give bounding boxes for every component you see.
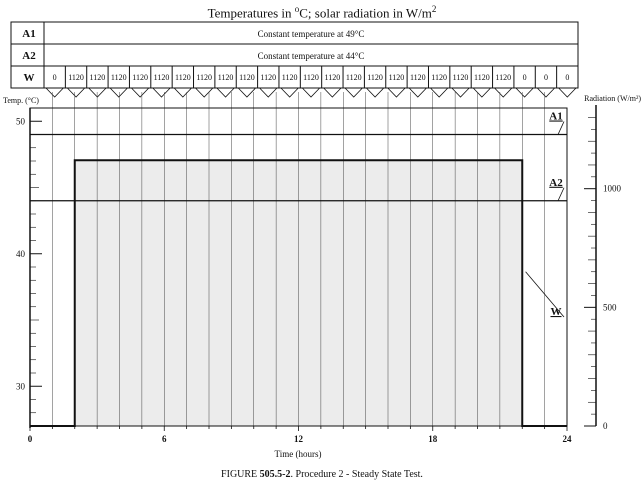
series-leader-a1 (558, 122, 564, 135)
w-cell-chevron (495, 88, 512, 97)
w-cell-value: 1120 (132, 73, 148, 82)
w-cell-value: 1120 (345, 73, 362, 82)
w-cell-value: 1120 (68, 73, 84, 82)
w-cell-chevron (345, 88, 362, 97)
w-cell-chevron (516, 88, 533, 97)
w-cell-chevron (302, 88, 319, 97)
w-cell-chevron (324, 88, 341, 97)
series-label-a1: A1 (549, 110, 563, 123)
w-cell-value: 1120 (495, 73, 512, 82)
y-left-tick-label: 50 (16, 116, 25, 127)
y-right-tick-label: 0 (603, 421, 608, 431)
x-axis-ticks (28, 426, 572, 444)
figure-caption: FIGURE 505.5-2. Procedure 2 - Steady State Test. (221, 469, 423, 480)
w-cell-value: 0 (52, 73, 57, 82)
w-cell-chevron (366, 88, 383, 97)
w-cell-value: 1120 (474, 73, 490, 82)
y-left-axis-label: Temp. (°C) (3, 96, 39, 105)
w-cell-chevron (131, 88, 148, 97)
series-leader-a2 (558, 188, 564, 201)
w-value-cells (46, 66, 576, 97)
y-left-tick-label: 30 (16, 381, 25, 392)
w-cell-value: 1120 (196, 73, 213, 82)
w-cell-value: 1120 (303, 73, 319, 82)
w-cell-chevron (388, 88, 405, 97)
w-cell-chevron (89, 88, 106, 97)
w-cell-value: 1120 (153, 73, 170, 82)
x-tick-label: 18 (428, 434, 438, 444)
y-right-tick-label: 1000 (603, 183, 621, 194)
w-cell-value: 1120 (431, 73, 448, 82)
page-title: Temperatures in $^o$C; solar radiation in $W/m^2$ (207, 4, 437, 21)
w-cell-chevron (260, 88, 277, 97)
row-label-a2: A2 (22, 50, 36, 62)
w-cell-chevron (473, 88, 490, 97)
w-cell-value: 0 (565, 73, 570, 82)
x-axis-label: Time (hours) (274, 449, 322, 459)
row-label-a1: A1 (22, 28, 36, 40)
x-tick-label: 12 (294, 434, 303, 444)
w-cell-value: 1120 (110, 73, 127, 82)
w-cell-chevron (537, 88, 554, 97)
w-cell-value: 1120 (452, 73, 469, 82)
y-left-tick-label: 40 (16, 248, 25, 259)
a1-description: Constant temperature at 49°C (257, 29, 365, 39)
series-label-w: W (550, 306, 562, 318)
w-cell-value: 1120 (281, 73, 298, 82)
series-label-a2: A2 (549, 176, 563, 189)
w-cell-value: 1120 (367, 73, 383, 82)
w-cell-value: 1120 (409, 73, 426, 82)
w-cell-chevron (217, 88, 234, 97)
w-cell-chevron (559, 88, 576, 97)
w-cell-chevron (67, 88, 84, 97)
w-cell-chevron (110, 88, 127, 97)
w-cell-value: 1120 (388, 73, 405, 82)
a2-description: Constant temperature at 44°C (257, 51, 365, 61)
w-cell-value: 1120 (324, 73, 341, 82)
w-cell-value: 1120 (217, 73, 234, 82)
x-tick-label: 0 (27, 434, 33, 444)
left-axis (16, 108, 42, 428)
w-cell-value: 0 (543, 73, 548, 82)
w-cell-chevron (174, 88, 191, 97)
w-cell-chevron (409, 88, 426, 97)
w-cell-chevron (452, 88, 469, 97)
plot-area (16, 92, 622, 444)
w-cell-chevron (46, 88, 63, 97)
w-cell-chevron (281, 88, 298, 97)
w-cell-chevron (153, 88, 170, 97)
w-cell-value: 1120 (239, 73, 255, 82)
y-right-axis-label: Radiation (W/m²) (584, 94, 641, 103)
w-cell-value: 1120 (174, 73, 191, 82)
x-tick-label: 24 (562, 434, 572, 444)
y-right-tick-label: 500 (603, 302, 617, 313)
row-label-w: W (23, 72, 35, 84)
w-cell-value: 1120 (89, 73, 106, 82)
w-cell-chevron (430, 88, 447, 97)
w-cell-chevron (238, 88, 255, 97)
w-cell-value: 0 (522, 73, 527, 82)
w-cell-chevron (196, 88, 213, 97)
x-tick-label: 6 (162, 434, 167, 444)
right-axis (584, 105, 622, 431)
w-cell-value: 1120 (260, 73, 277, 82)
schedule-table (11, 22, 578, 97)
